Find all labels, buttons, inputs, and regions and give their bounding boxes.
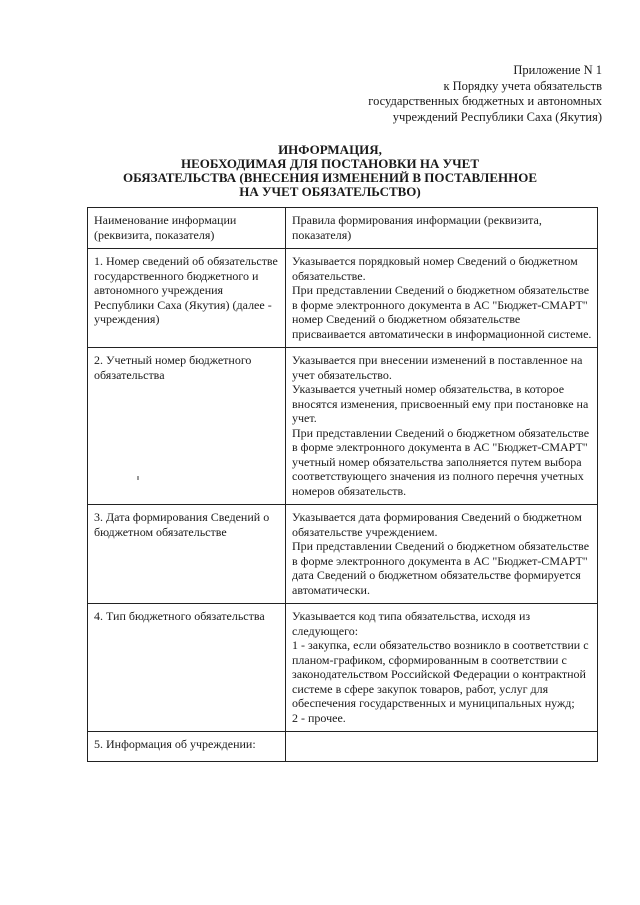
rule-paragraph: 2 - прочее. bbox=[292, 710, 346, 725]
appendix-line: к Порядку учета обязательств bbox=[443, 78, 602, 93]
table-row bbox=[88, 505, 598, 604]
title-line: ОБЯЗАТЕЛЬСТВА (ВНЕСЕНИЯ ИЗМЕНЕНИЙ В ПОСТАВЛЕННОЕ bbox=[122, 170, 538, 185]
row-name-cell: 3. Дата формирования Сведений о бюджетном обязательстве bbox=[88, 505, 286, 604]
title-line: ИНФОРМАЦИЯ, bbox=[278, 142, 382, 157]
row-name-cell: 2. Учетный номер бюджетного обязательства bbox=[88, 348, 286, 505]
rule-paragraph: Указывается порядковый номер Сведений о бюджетном обязательстве. bbox=[292, 254, 578, 283]
table-row bbox=[88, 249, 598, 348]
information-table bbox=[87, 207, 598, 762]
table-row bbox=[88, 604, 598, 732]
rule-paragraph: Указывается дата формирования Сведений о бюджетном обязательстве учреждением. bbox=[292, 510, 582, 539]
rule-paragraph: Указывается при внесении изменений в поставленное на учет обязательство. bbox=[292, 353, 583, 382]
table-row bbox=[88, 348, 598, 505]
document-title bbox=[60, 143, 600, 199]
title-line: НА УЧЕТ ОБЯЗАТЕЛЬСТВО) bbox=[239, 184, 421, 199]
row-name-cell: 5. Информация об учреждении: bbox=[88, 732, 286, 762]
table-header-row bbox=[88, 208, 598, 249]
table-row bbox=[88, 732, 598, 762]
appendix-line: Приложение N 1 bbox=[513, 63, 602, 77]
rule-paragraph: 1 - закупка, если обязательство возникло в соответствии с планом-графиком, сформированным в соответствии с законодательством Российской Федерации о контрактной системе в сфере закупок товаров, работ, услуг для обеспечения государственных и муниципальных нужд; bbox=[292, 638, 589, 710]
row-rules-cell bbox=[286, 604, 598, 732]
row-rules-cell bbox=[286, 732, 598, 762]
header-cell-rules: Правила формирования информации (реквизита, показателя) bbox=[286, 208, 598, 249]
appendix-line: учреждений Республики Саха (Якутия) bbox=[392, 109, 602, 124]
header-cell-name: Наименование информации (реквизита, показателя) bbox=[88, 208, 286, 249]
row-rules-cell bbox=[286, 249, 598, 348]
scan-artifact bbox=[137, 476, 139, 480]
row-rules-cell bbox=[286, 505, 598, 604]
rule-paragraph: Указывается учетный номер обязательства, в которое вносятся изменения, присвоенный ему при постановке на учет. bbox=[292, 382, 589, 425]
row-name-cell: 4. Тип бюджетного обязательства bbox=[88, 604, 286, 732]
rule-paragraph: При представлении Сведений о бюджетном обязательстве в форме электронного документа в АС "Бюджет-СМАРТ" дата Сведений о бюджетном обязательстве формируется автоматически. bbox=[292, 539, 590, 597]
row-rules-cell bbox=[286, 348, 598, 505]
rule-paragraph: Указывается код типа обязательства, исходя из следующего: bbox=[292, 609, 531, 638]
title-line: НЕОБХОДИМАЯ ДЛЯ ПОСТАНОВКИ НА УЧЕТ bbox=[180, 156, 480, 171]
rule-paragraph: При представлении Сведений о бюджетном обязательстве в форме электронного документа в АС "Бюджет-СМАРТ" учетный номер обязательства заполняется путем выбора соответствующего значения из полного перечня учетных номеров обязательств. bbox=[292, 425, 590, 498]
appendix-line: государственных бюджетных и автономных bbox=[368, 94, 602, 108]
row-name-cell: 1. Номер сведений об обязательстве государственного бюджетного и автономного учреждения Республики Саха (Якутия) (далее - учреждения) bbox=[88, 249, 286, 348]
appendix-reference bbox=[368, 63, 602, 125]
rule-paragraph: При представлении Сведений о бюджетном обязательстве в форме электронного документа в АС "Бюджет-СМАРТ" номер Сведений о бюджетном обязательстве присваивается автоматически в информационной системе. bbox=[292, 283, 592, 341]
